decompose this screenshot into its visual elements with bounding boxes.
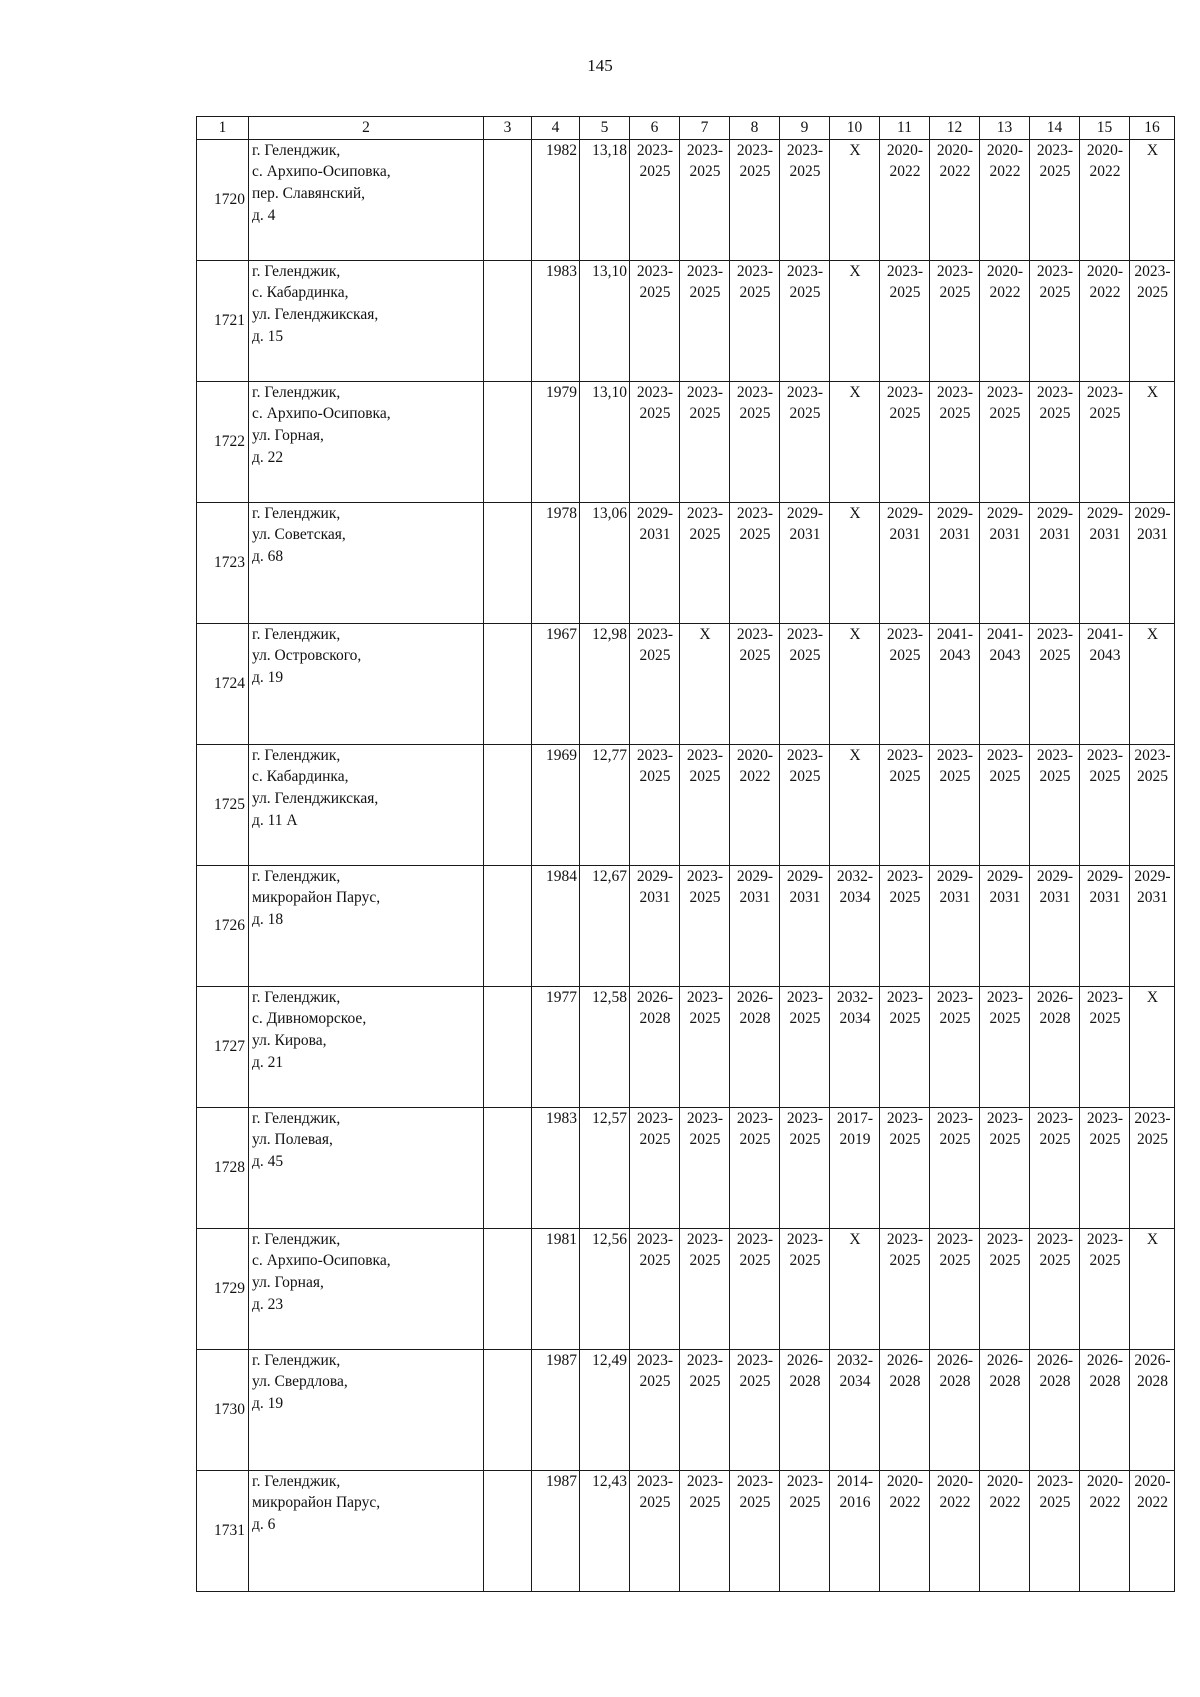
period-cell: 2023- 2025 [680,1349,730,1470]
address-line: г. Геленджик, [252,383,341,401]
period-cell: 2026- 2028 [1030,1349,1080,1470]
period-cell: 2023- 2025 [780,986,830,1107]
row-number: 1727 [197,986,249,1107]
period-cell: 2029- 2031 [880,502,930,623]
column-number-row [197,117,1175,140]
period-cell: 2029- 2031 [1130,502,1175,623]
period-cell: 2023- 2025 [780,139,830,260]
column-header: 7 [680,117,730,140]
period-cell: 2023- 2025 [630,744,680,865]
address-cell [249,623,484,744]
address-line: ул. Горная, [252,1274,324,1292]
row-number: 1728 [197,1107,249,1228]
period-cell: 2026- 2028 [880,1349,930,1470]
period-cell: 2023- 2025 [630,1470,680,1591]
period-cell: 2029- 2031 [1080,865,1130,986]
period-cell: 2023- 2025 [730,1107,780,1228]
address-line: с. Дивноморское, [252,1010,367,1028]
area-cell: 12,57 [580,1107,630,1228]
period-cell: 2023- 2025 [1130,260,1175,381]
period-cell: 2023- 2025 [630,1107,680,1228]
period-cell: 2020- 2022 [880,1470,930,1591]
period-cell: 2020- 2022 [980,1470,1030,1591]
period-cell: 2023- 2025 [880,1107,930,1228]
period-cell: 2023- 2025 [1080,986,1130,1107]
area-cell: 12,67 [580,865,630,986]
address-cell [249,139,484,260]
period-cell: 2023- 2025 [1030,1228,1080,1349]
period-cell: 2023- 2025 [1030,139,1080,260]
period-cell: 2020- 2022 [1080,1470,1130,1591]
table-row [197,1107,1175,1228]
period-cell: 2023- 2025 [980,986,1030,1107]
period-cell: 2023- 2025 [880,260,930,381]
period-cell: 2023- 2025 [730,502,780,623]
address-line: г. Геленджик, [252,988,341,1006]
period-cell: 2023- 2025 [1130,1107,1175,1228]
area-cell: 12,58 [580,986,630,1107]
address-line: д. 22 [252,448,284,466]
address-line: ул. Полевая, [252,1131,333,1149]
address-line: ул. Геленджикская, [252,306,379,324]
row-number: 1720 [197,139,249,260]
column-header: 3 [484,117,532,140]
column-3-cell [484,502,532,623]
address-line: д. 4 [252,206,276,224]
period-cell: 2029- 2031 [930,502,980,623]
column-header: 16 [1130,117,1175,140]
row-number: 1731 [197,1470,249,1591]
year-cell: 1987 [532,1349,580,1470]
period-cell: Х [830,381,880,502]
year-cell: 1979 [532,381,580,502]
period-cell: 2041- 2043 [930,623,980,744]
row-number: 1722 [197,381,249,502]
period-cell: 2029- 2031 [1030,502,1080,623]
address-line: д. 6 [252,1516,276,1534]
address-line: г. Геленджик, [252,625,341,643]
column-header: 12 [930,117,980,140]
address-line: ул. Геленджикская, [252,790,379,808]
address-line: д. 19 [252,669,284,687]
address-line: ул. Горная, [252,427,324,445]
period-cell: 2020- 2022 [980,260,1030,381]
table-row [197,1349,1175,1470]
column-3-cell [484,986,532,1107]
column-header: 6 [630,117,680,140]
period-cell: 2026- 2028 [1130,1349,1175,1470]
year-cell: 1967 [532,623,580,744]
period-cell: 2023- 2025 [680,986,730,1107]
address-line: д. 18 [252,911,284,929]
period-cell: 2023- 2025 [730,260,780,381]
period-cell: Х [1130,381,1175,502]
address-line: д. 15 [252,327,284,345]
address-cell [249,260,484,381]
address-line: микрорайон Парус, [252,889,381,907]
column-3-cell [484,744,532,865]
year-cell: 1983 [532,1107,580,1228]
period-cell: 2026- 2028 [1030,986,1080,1107]
address-line: с. Архипо-Осиповка, [252,405,391,423]
period-cell: 2023- 2025 [730,381,780,502]
period-cell: Х [1130,986,1175,1107]
period-cell: Х [1130,1228,1175,1349]
column-header: 14 [1030,117,1080,140]
period-cell: 2029- 2031 [1080,502,1130,623]
address-line: д. 21 [252,1053,284,1071]
address-line: д. 23 [252,1295,284,1313]
period-cell: 2023- 2025 [680,1228,730,1349]
address-line: ул. Островского, [252,647,362,665]
area-cell: 13,18 [580,139,630,260]
period-cell: 2023- 2025 [780,260,830,381]
address-line: с. Кабардинка, [252,768,349,786]
year-cell: 1982 [532,139,580,260]
period-cell: Х [830,744,880,865]
address-cell [249,744,484,865]
period-cell: 2023- 2025 [880,986,930,1107]
period-cell: 2023- 2025 [1130,744,1175,865]
address-line: ул. Свердлова, [252,1373,348,1391]
address-cell [249,865,484,986]
period-cell: 2023- 2025 [630,1349,680,1470]
period-cell: 2023- 2025 [680,1470,730,1591]
address-line: ул. Советская, [252,526,346,544]
address-cell [249,986,484,1107]
period-cell: 2023- 2025 [730,623,780,744]
table-body [197,139,1175,1591]
period-cell: 2023- 2025 [930,260,980,381]
period-cell: 2020- 2022 [980,139,1030,260]
address-line: д. 68 [252,548,284,566]
area-cell: 12,43 [580,1470,630,1591]
address-line: г. Геленджик, [252,141,341,159]
period-cell: 2032- 2034 [830,1349,880,1470]
area-cell: 12,56 [580,1228,630,1349]
period-cell: 2023- 2025 [1030,1470,1080,1591]
year-cell: 1969 [532,744,580,865]
address-line: г. Геленджик, [252,504,341,522]
period-cell: 2020- 2022 [880,139,930,260]
column-header: 10 [830,117,880,140]
column-3-cell [484,623,532,744]
period-cell: 2023- 2025 [730,139,780,260]
area-cell: 12,77 [580,744,630,865]
table-row [197,381,1175,502]
period-cell: 2023- 2025 [780,623,830,744]
period-cell: 2023- 2025 [980,744,1030,865]
period-cell: 2020- 2022 [930,1470,980,1591]
period-cell: 2020- 2022 [930,139,980,260]
page-number: 145 [587,56,613,75]
row-number: 1729 [197,1228,249,1349]
column-header: 13 [980,117,1030,140]
period-cell: 2026- 2028 [630,986,680,1107]
area-cell: 13,10 [580,381,630,502]
period-cell: 2023- 2025 [880,1228,930,1349]
address-line: г. Геленджик, [252,262,341,280]
year-cell: 1977 [532,986,580,1107]
period-cell: 2023- 2025 [1030,744,1080,865]
period-cell: 2023- 2025 [930,381,980,502]
address-line: пер. Славянский, [252,185,366,203]
column-3-cell [484,260,532,381]
period-cell: 2029- 2031 [980,865,1030,986]
area-cell: 13,06 [580,502,630,623]
address-cell [249,502,484,623]
period-cell: 2029- 2031 [780,502,830,623]
column-3-cell [484,1107,532,1228]
row-number: 1724 [197,623,249,744]
row-number: 1730 [197,1349,249,1470]
address-line: д. 11 А [252,811,298,829]
year-cell: 1983 [532,260,580,381]
address-line: г. Геленджик, [252,1472,341,1490]
period-cell: 2029- 2031 [980,502,1030,623]
table-row [197,139,1175,260]
column-header: 5 [580,117,630,140]
period-cell: Х [830,623,880,744]
address-line: микрорайон Парус, [252,1494,381,1512]
column-header: 1 [197,117,249,140]
address-cell [249,1228,484,1349]
address-line: ул. Кирова, [252,1032,327,1050]
address-line: г. Геленджик, [252,746,341,764]
column-3-cell [484,1349,532,1470]
period-cell: 2023- 2025 [880,623,930,744]
period-cell: 2029- 2031 [730,865,780,986]
period-cell: 2029- 2031 [780,865,830,986]
period-cell: 2029- 2031 [630,502,680,623]
row-number: 1723 [197,502,249,623]
column-header: 9 [780,117,830,140]
period-cell: 2029- 2031 [1130,865,1175,986]
housing-register-table [196,116,1175,1592]
address-line: с. Архипо-Осиповка, [252,163,391,181]
column-header: 2 [249,117,484,140]
period-cell: 2029- 2031 [630,865,680,986]
table-row [197,865,1175,986]
table-row [197,1228,1175,1349]
address-cell [249,381,484,502]
table-row [197,623,1175,744]
period-cell: 2026- 2028 [930,1349,980,1470]
address-line: г. Геленджик, [252,1230,341,1248]
period-cell: 2023- 2025 [930,1228,980,1349]
period-cell: 2023- 2025 [880,865,930,986]
address-cell [249,1349,484,1470]
period-cell: 2023- 2025 [680,381,730,502]
period-cell: 2023- 2025 [780,1228,830,1349]
period-cell: Х [1130,139,1175,260]
column-3-cell [484,139,532,260]
address-line: д. 19 [252,1395,284,1413]
period-cell: 2023- 2025 [680,502,730,623]
period-cell: 2026- 2028 [780,1349,830,1470]
address-line: д. 45 [252,1153,284,1171]
period-cell: 2023- 2025 [1080,381,1130,502]
year-cell: 1981 [532,1228,580,1349]
period-cell: 2023- 2025 [680,1107,730,1228]
period-cell: 2029- 2031 [930,865,980,986]
period-cell: 2032- 2034 [830,865,880,986]
period-cell: 2023- 2025 [680,744,730,865]
period-cell: 2020- 2022 [1080,260,1130,381]
table-row [197,986,1175,1107]
period-cell: 2023- 2025 [730,1470,780,1591]
column-header: 11 [880,117,930,140]
period-cell: 2023- 2025 [880,381,930,502]
period-cell: 2023- 2025 [630,623,680,744]
period-cell: 2023- 2025 [680,260,730,381]
period-cell: 2023- 2025 [780,744,830,865]
period-cell: Х [680,623,730,744]
address-line: с. Кабардинка, [252,284,349,302]
period-cell: 2023- 2025 [930,1107,980,1228]
period-cell: 2023- 2025 [730,1349,780,1470]
table-row [197,744,1175,865]
period-cell: Х [830,260,880,381]
year-cell: 1987 [532,1470,580,1591]
period-cell: 2023- 2025 [680,139,730,260]
period-cell: 2023- 2025 [780,1107,830,1228]
table-row [197,1470,1175,1591]
period-cell: 2023- 2025 [630,260,680,381]
period-cell: 2029- 2031 [1030,865,1080,986]
period-cell: 2023- 2025 [980,381,1030,502]
period-cell: 2023- 2025 [1030,1107,1080,1228]
address-cell [249,1470,484,1591]
period-cell: 2026- 2028 [1080,1349,1130,1470]
area-cell: 13,10 [580,260,630,381]
year-cell: 1978 [532,502,580,623]
period-cell: 2023- 2025 [1030,381,1080,502]
period-cell: 2023- 2025 [1080,744,1130,865]
area-cell: 12,49 [580,1349,630,1470]
period-cell: 2023- 2025 [630,1228,680,1349]
period-cell: 2023- 2025 [680,865,730,986]
address-cell [249,1107,484,1228]
column-3-cell [484,381,532,502]
period-cell: 2023- 2025 [880,744,930,865]
period-cell: 2023- 2025 [630,381,680,502]
period-cell: Х [1130,623,1175,744]
row-number: 1721 [197,260,249,381]
period-cell: 2023- 2025 [1080,1228,1130,1349]
column-header: 8 [730,117,780,140]
period-cell: 2026- 2028 [980,1349,1030,1470]
period-cell: 2023- 2025 [980,1107,1030,1228]
address-line: г. Геленджик, [252,1109,341,1127]
period-cell: 2041- 2043 [1080,623,1130,744]
period-cell: 2023- 2025 [630,139,680,260]
period-cell: 2020- 2022 [730,744,780,865]
year-cell: 1984 [532,865,580,986]
address-line: с. Архипо-Осиповка, [252,1252,391,1270]
period-cell: Х [830,1228,880,1349]
period-cell: 2023- 2025 [1080,1107,1130,1228]
row-number: 1726 [197,865,249,986]
period-cell: 2026- 2028 [730,986,780,1107]
address-line: г. Геленджик, [252,1351,341,1369]
period-cell: 2023- 2025 [930,986,980,1107]
period-cell: 2023- 2025 [780,1470,830,1591]
column-header: 15 [1080,117,1130,140]
column-3-cell [484,1470,532,1591]
period-cell: 2023- 2025 [780,381,830,502]
period-cell: Х [830,139,880,260]
area-cell: 12,98 [580,623,630,744]
period-cell: 2023- 2025 [980,1228,1030,1349]
column-header: 4 [532,117,580,140]
period-cell: Х [830,502,880,623]
table-row [197,502,1175,623]
row-number: 1725 [197,744,249,865]
period-cell: 2023- 2025 [730,1228,780,1349]
period-cell: 2032- 2034 [830,986,880,1107]
period-cell: 2023- 2025 [930,744,980,865]
address-line: г. Геленджик, [252,867,341,885]
column-3-cell [484,1228,532,1349]
period-cell: 2023- 2025 [1030,260,1080,381]
period-cell: 2020- 2022 [1130,1470,1175,1591]
period-cell: 2017- 2019 [830,1107,880,1228]
period-cell: 2023- 2025 [1030,623,1080,744]
table-row [197,260,1175,381]
period-cell: 2014- 2016 [830,1470,880,1591]
period-cell: 2020- 2022 [1080,139,1130,260]
column-3-cell [484,865,532,986]
period-cell: 2041- 2043 [980,623,1030,744]
